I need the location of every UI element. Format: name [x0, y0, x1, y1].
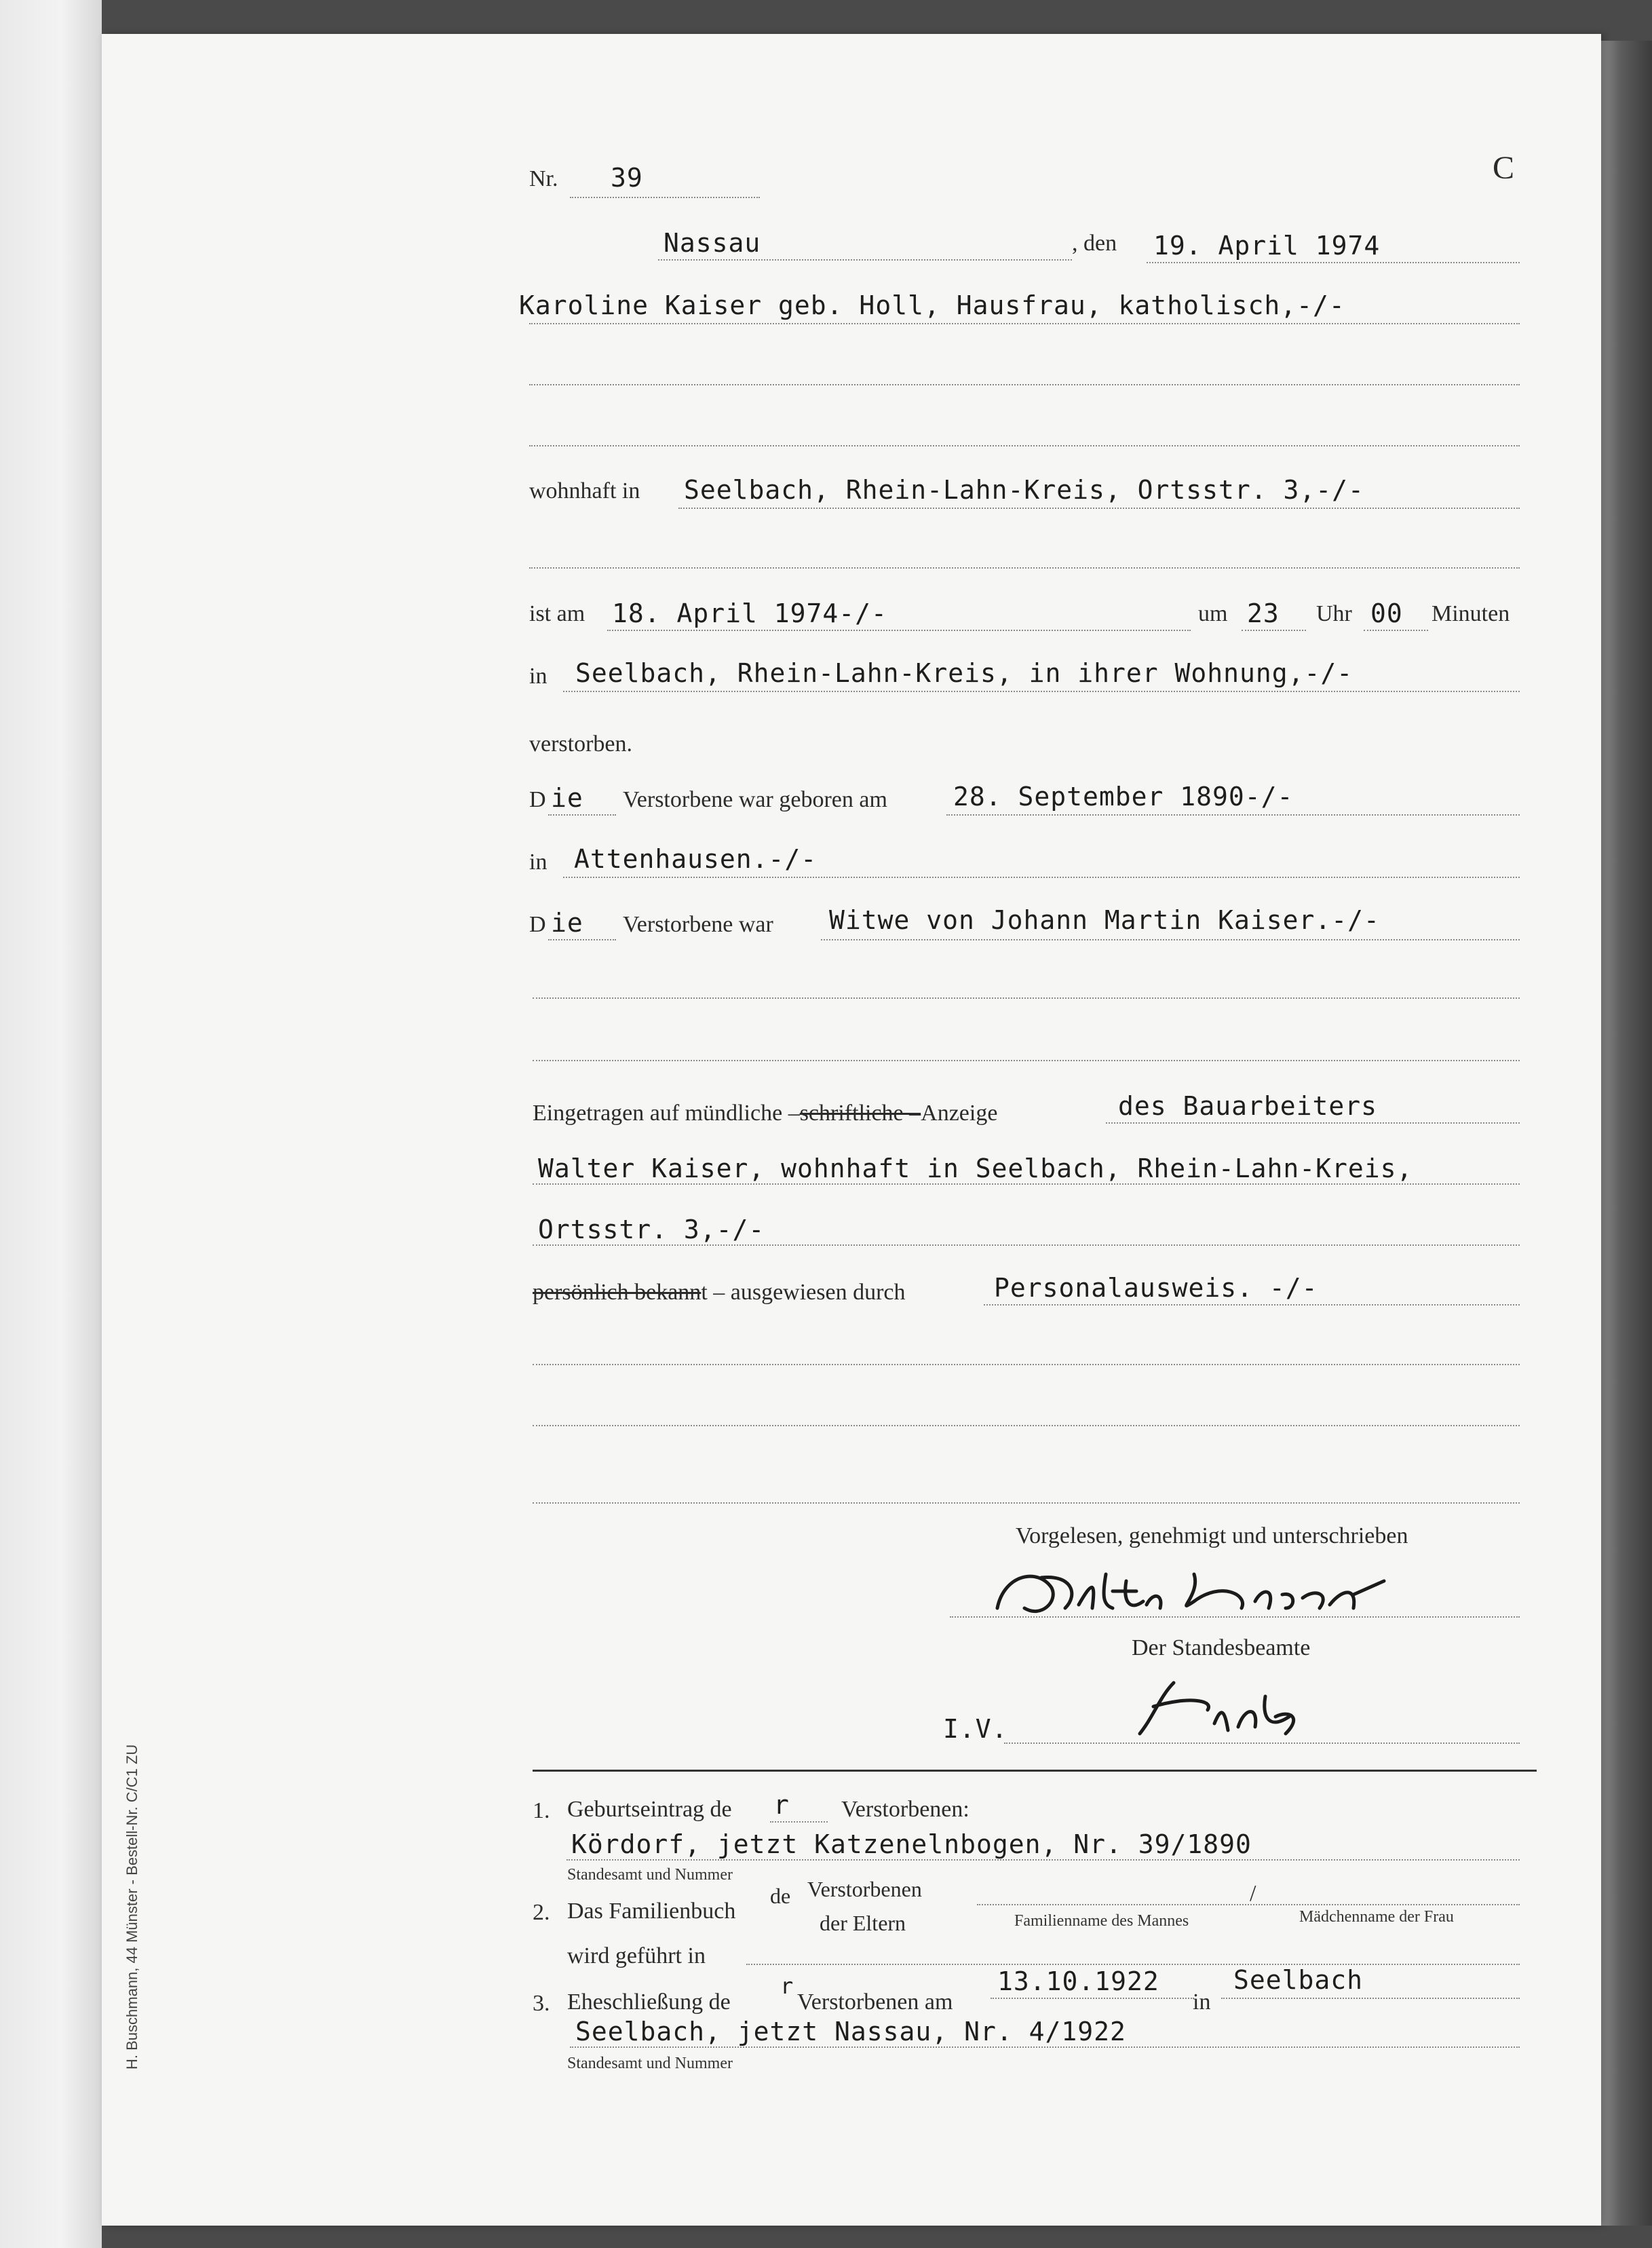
footnote-2-de: de — [770, 1884, 791, 1908]
ist-am-label: ist am — [529, 601, 585, 626]
footnote-3-text: Eheschließung de — [567, 1989, 731, 2015]
residence-label: wohnhaft in — [529, 478, 640, 503]
footnote-1-number: 1. — [533, 1798, 550, 1823]
minuten-label: Minuten — [1432, 601, 1510, 626]
death-hour: 23 — [1247, 598, 1280, 628]
footnote-2-eltern: der Eltern — [820, 1911, 906, 1935]
entry-number: 39 — [611, 163, 643, 193]
informant-signature — [977, 1554, 1411, 1635]
birth-d-label: D — [529, 787, 546, 812]
person-line-3 — [529, 445, 1520, 446]
marital-line — [821, 939, 1520, 940]
uhr-label: Uhr — [1316, 601, 1352, 626]
registrar-signature-line — [1004, 1742, 1520, 1744]
birth-text-label: Verstorbene war geboren am — [623, 787, 887, 812]
minutes-line — [1364, 630, 1428, 631]
marital-line-2 — [533, 997, 1520, 999]
footnote-2-slash: / — [1250, 1881, 1256, 1906]
footnote-3-fill: r — [780, 1973, 794, 1999]
section-divider — [533, 1770, 1537, 1772]
um-label: um — [1198, 601, 1228, 626]
report-label — [533, 1101, 997, 1126]
ident-document: Personalausweis. -/- — [994, 1273, 1318, 1303]
ident-label-text: t – ausgewiesen durch — [701, 1280, 906, 1305]
report-line-2 — [533, 1183, 1520, 1185]
person-line-2 — [529, 384, 1520, 385]
informant-name-address: Walter Kaiser, wohnhaft in Seelbach, Rhein-Lahn-Kreis, — [538, 1154, 1413, 1183]
read-approved-label: Vorgelesen, genehmigt und unterschrieben — [1016, 1523, 1408, 1548]
report-label-prefix: Eingetragen auf mündliche – — [533, 1101, 800, 1126]
printer-imprint: H. Buschmann, 44 Münster - Bestell-Nr. C/C1 ZU — [123, 1744, 140, 2070]
marital-text-label: Verstorbene war — [623, 912, 773, 937]
death-in-label: in — [529, 664, 548, 689]
birth-date: 28. September 1890-/- — [953, 782, 1294, 812]
marriage-date: 13.10.1922 — [997, 1966, 1159, 1996]
marriage-place-line — [1221, 1998, 1520, 1999]
footnote-1-fill-line — [770, 1821, 828, 1823]
footnote-2-name-line — [977, 1904, 1520, 1905]
ident-struck: persönlich bekann — [533, 1280, 702, 1305]
verstorben-label: verstorben. — [529, 731, 633, 757]
birth-place-line — [563, 877, 1520, 878]
blank-line-3 — [533, 1502, 1520, 1504]
den-label: , den — [1072, 231, 1117, 256]
residence-value: Seelbach, Rhein-Lahn-Kreis, Ortsstr. 3,-/- — [684, 475, 1364, 505]
report-label-suffix: Anzeige — [921, 1101, 998, 1126]
death-date-line — [607, 630, 1191, 631]
footnote-3-number: 3. — [533, 1991, 550, 2016]
birth-register-entry: Kördorf, jetzt Katzenelnbogen, Nr. 39/1890 — [571, 1829, 1252, 1859]
footnote-3-line — [570, 2046, 1520, 2048]
death-place: Seelbach, Rhein-Lahn-Kreis, in ihrer Wohnung,-/- — [575, 658, 1353, 688]
footnote-1-text2: Verstorbenen: — [841, 1797, 969, 1822]
footnote-2-number: 2. — [533, 1900, 550, 1925]
footnote-2-text: Das Familienbuch — [567, 1899, 736, 1924]
marital-status: Witwe von Johann Martin Kaiser.-/- — [829, 905, 1380, 935]
footnote-3-in: in — [1193, 1989, 1211, 2015]
verstorben-line — [529, 753, 1520, 755]
maiden-name-label: Mädchenname der Frau — [1299, 1908, 1454, 1926]
marriage-date-line — [991, 1998, 1194, 1999]
informant-occupation: des Bauarbeiters — [1118, 1091, 1378, 1121]
footnote-2-gefuehrt: wird geführt in — [567, 1943, 706, 1968]
marital-d-line — [548, 939, 616, 940]
book-edge — [1601, 41, 1652, 2226]
iv-label: I.V. — [943, 1714, 1008, 1744]
registrar-label: Der Standesbeamte — [1132, 1635, 1311, 1660]
blank-line-2 — [533, 1425, 1520, 1426]
standesamt-label-1: Standesamt und Nummer — [567, 1866, 733, 1884]
registrar-signature — [1113, 1669, 1357, 1751]
standesamt-label-2: Standesamt und Nummer — [567, 2055, 733, 2072]
report-label-struck: schriftliche – — [799, 1101, 921, 1126]
birth-d-fill: ie — [551, 783, 583, 813]
footnote-1-fill: r — [773, 1790, 790, 1820]
footnote-1-line — [566, 1859, 1520, 1861]
marriage-place: Seelbach — [1233, 1965, 1364, 1995]
death-date: 18. April 1974-/- — [612, 598, 887, 628]
deceased-name: Karoline Kaiser geb. Holl, Hausfrau, katholisch,-/- — [519, 290, 1345, 320]
residence-line — [678, 508, 1520, 509]
person-line-1 — [529, 323, 1520, 324]
footnote-2-line — [746, 1964, 1520, 1965]
marital-d-label: D — [529, 912, 546, 937]
form-letter: C — [1493, 150, 1515, 186]
informant-signature-line — [950, 1616, 1520, 1618]
blank-line-1 — [533, 1364, 1520, 1365]
death-minutes: 00 — [1370, 598, 1403, 628]
date-line — [1147, 262, 1520, 263]
marriage-register-entry: Seelbach, jetzt Nassau, Nr. 4/1922 — [575, 2017, 1126, 2046]
hour-line — [1242, 630, 1306, 631]
residence-line-2 — [529, 567, 1520, 569]
death-place-line — [563, 691, 1520, 692]
registry-place: Nassau — [664, 228, 761, 258]
informant-street: Ortsstr. 3,-/- — [538, 1215, 765, 1244]
nr-line — [570, 197, 760, 198]
husband-surname-label: Familienname des Mannes — [1014, 1912, 1189, 1930]
place-line — [658, 259, 1072, 261]
marital-line-3 — [533, 1060, 1520, 1061]
birth-date-line — [946, 814, 1520, 816]
report-line-1 — [1106, 1122, 1520, 1124]
ident-line — [984, 1304, 1520, 1306]
nr-label: Nr. — [529, 166, 558, 191]
registry-date: 19. April 1974 — [1153, 231, 1381, 261]
report-line-3 — [533, 1244, 1520, 1246]
left-facing-page — [0, 0, 102, 2248]
marital-d-fill: ie — [551, 908, 583, 938]
birth-d-line — [548, 814, 616, 816]
birth-place: Attenhausen.-/- — [574, 844, 818, 874]
birth-in-label: in — [529, 850, 548, 875]
footnote-1-text: Geburtseintrag de — [567, 1797, 732, 1822]
ident-label — [533, 1280, 906, 1306]
footnote-3-text2: Verstorbenen am — [797, 1989, 953, 2015]
footnote-2-verstorbenen: Verstorbenen — [807, 1877, 922, 1901]
